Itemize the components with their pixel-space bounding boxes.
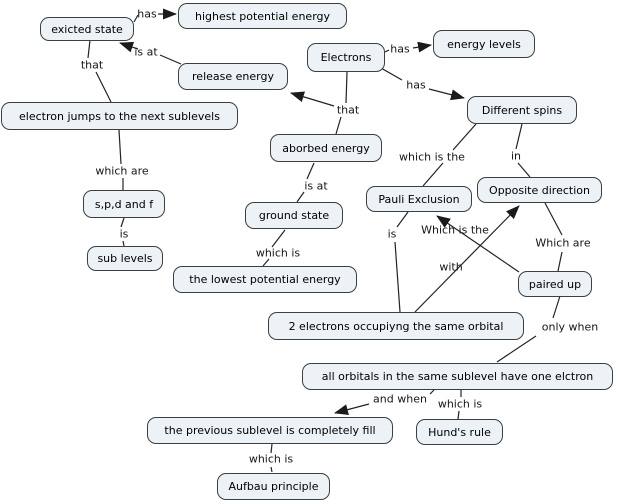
edge-line-electrons-has-energylevels	[413, 45, 431, 48]
edge-line-jumps-whichare-spdf	[119, 130, 121, 164]
edge-line-spdf-is-sublevels	[121, 218, 124, 227]
edge-line-ground-whichis-lowest	[272, 230, 285, 247]
concept-node-opposite-direction[interactable]: Opposite direction	[477, 177, 602, 203]
concept-node-paired-up[interactable]: paired up	[518, 271, 592, 297]
edge-line-previous-whichis-aufbau	[271, 467, 272, 472]
concept-node-two-electrons-same-orbital[interactable]: 2 electrons occupiyng the same orbital	[268, 312, 524, 340]
edge-line-paired-onlywhen-orbitals	[553, 296, 560, 318]
link-label-orbitals-whichis-hunds[interactable]: which is	[437, 397, 483, 411]
link-label-excited-has-highest[interactable]: has	[137, 7, 157, 21]
concept-node-absorbed-energy[interactable]: aborbed energy	[270, 134, 382, 162]
link-label-paired-onlywhen-orbitals[interactable]: only when	[541, 320, 599, 334]
edge-line-electrons-that-absorbed	[346, 72, 347, 103]
edge-line-absorbed-isat-ground	[307, 163, 314, 179]
concept-node-aufbau-principle[interactable]: Aufbau principle	[217, 473, 330, 500]
edge-line-pauli-is-twoelectrons	[397, 212, 408, 227]
link-label-electrons-has-energylevels[interactable]: has	[390, 42, 410, 56]
edge-line-excited-that-jumps	[88, 40, 90, 58]
link-label-release-isat-excited[interactable]: is at	[134, 45, 158, 59]
link-label-electrons-that-absorbed[interactable]: that	[336, 103, 360, 117]
link-label-jumps-whichare-spdf[interactable]: which are	[95, 164, 149, 178]
concept-node-energy-levels[interactable]: energy levels	[433, 30, 535, 58]
edge-line-orbitals-andwhen-previous	[335, 404, 369, 413]
edge-line-that-release-arrow	[291, 93, 334, 106]
concept-node-pauli-exclusion[interactable]: Pauli Exclusion	[366, 186, 472, 212]
edge-line-ground-whichis-lowest	[263, 259, 269, 266]
edge-line-spins-whichisthe-pauli	[453, 124, 476, 150]
link-label-spins-in-opposite[interactable]: in	[510, 149, 522, 163]
edge-line-electrons-has-spins	[429, 89, 464, 98]
concept-node-excited-state[interactable]: exicted state	[40, 17, 134, 41]
edge-line-electrons-has-energylevels	[385, 50, 389, 52]
link-label-twoelectrons-with-opposite[interactable]: with	[439, 260, 463, 274]
edge-line-electrons-has-spins	[381, 68, 402, 80]
concept-node-hunds-rule[interactable]: Hund's rule	[416, 419, 503, 445]
edge-line-orbitals-andwhen-previous	[430, 390, 434, 394]
concept-node-highest-potential-energy[interactable]: highest potential energy	[178, 3, 347, 29]
edge-line-pauli-is-twoelectrons	[395, 242, 400, 312]
edge-line-excited-that-jumps	[96, 72, 111, 102]
edge-line-absorbed-isat-ground	[297, 192, 304, 202]
link-label-opposite-whichare-paired[interactable]: Which are	[535, 236, 591, 250]
concept-node-electron-jumps[interactable]: electron jumps to the next sublevels	[1, 102, 238, 130]
link-label-orbitals-andwhen-previous[interactable]: and when	[373, 392, 427, 406]
concept-node-sub-levels[interactable]: sub levels	[87, 246, 163, 271]
edge-line-twoelectrons-with-opposite	[415, 206, 519, 312]
concept-node-all-orbitals-one-electron[interactable]: all orbitals in the same sublevel have one elctron	[302, 363, 613, 390]
concept-node-lowest-potential-energy[interactable]: the lowest potential energy	[173, 266, 357, 293]
link-label-pauli-is-twoelectrons[interactable]: is	[387, 227, 397, 241]
concept-node-ground-state[interactable]: ground state	[245, 202, 343, 229]
concept-node-release-energy[interactable]: release energy	[178, 63, 288, 90]
concept-node-different-spins[interactable]: Different spins	[467, 96, 577, 124]
edge-line-spins-whichisthe-pauli	[423, 163, 443, 186]
link-label-paired-whichisthe-pauli[interactable]: Which is the	[421, 223, 489, 237]
link-label-absorbed-isat-ground[interactable]: is at	[304, 179, 328, 193]
edge-line-opposite-whichare-paired	[558, 252, 562, 271]
concept-node-previous-sublevel-fill[interactable]: the previous sublevel is completely fill	[147, 417, 393, 444]
link-label-electrons-has-spins[interactable]: has	[406, 78, 426, 92]
link-label-spins-whichisthe-pauli[interactable]: which is the	[399, 150, 465, 164]
concept-node-spdf[interactable]: s,p,d and f	[83, 190, 165, 218]
edge-line-spins-in-opposite	[516, 124, 522, 149]
edge-line-orbitals-whichis-hunds	[458, 411, 459, 419]
edge-line-release-isat-excited	[160, 55, 181, 64]
link-label-ground-whichis-lowest[interactable]: which is	[255, 246, 301, 260]
link-label-spdf-is-sublevels[interactable]: is	[119, 227, 129, 241]
link-label-excited-that-jumps[interactable]: that	[80, 58, 104, 72]
edge-line-spins-in-opposite	[518, 163, 530, 177]
edge-line-electrons-that-absorbed	[336, 117, 341, 134]
edge-line-opposite-whichare-paired	[545, 203, 562, 235]
concept-node-electrons[interactable]: Electrons	[307, 43, 385, 72]
link-label-previous-whichis-aufbau[interactable]: which is	[248, 452, 294, 466]
